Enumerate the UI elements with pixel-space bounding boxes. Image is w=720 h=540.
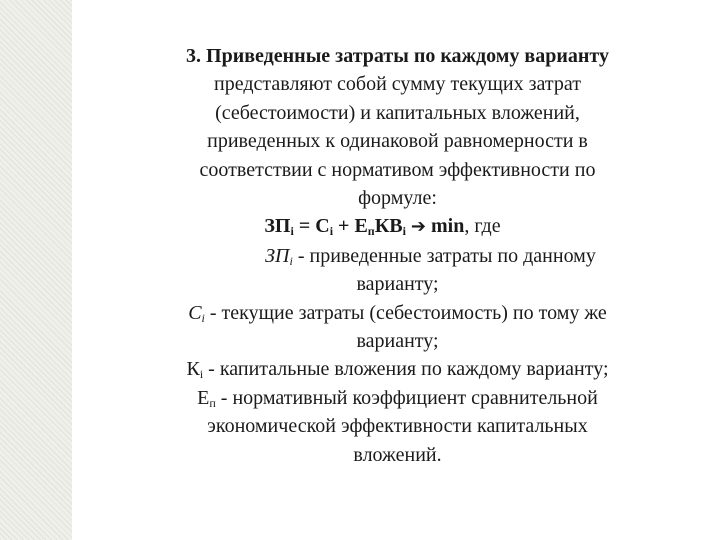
formula-kv-sub: i xyxy=(402,224,406,239)
def-k-symbol: К xyxy=(186,358,200,381)
arrow-right-icon: ➔ xyxy=(410,216,426,238)
formula-zp: ЗП xyxy=(264,215,291,238)
formula-tail: , где xyxy=(464,215,501,238)
def-c-symbol: C xyxy=(188,301,202,324)
intro-line: приведенных к одинаковой равномерности в xyxy=(207,130,588,153)
decorative-sidebar xyxy=(0,0,72,540)
intro-line: формуле: xyxy=(358,187,437,210)
definition-c-cont: варианту; xyxy=(356,330,439,353)
def-zp-symbol: ЗП xyxy=(265,244,290,267)
def-e-symbol: Е xyxy=(197,386,210,409)
formula-zp-sub: i xyxy=(290,224,294,239)
def-e-sub: п xyxy=(209,395,216,410)
def-k-text: - капитальные вложения по каждому варианту; xyxy=(203,358,609,381)
def-zp-sub: i xyxy=(289,253,293,268)
def-zp-text: - приведенные затраты по данному xyxy=(292,244,596,267)
definition-zp-cont: варианту; xyxy=(356,273,439,296)
formula-kv: КВ xyxy=(374,215,403,238)
formula-min: min xyxy=(426,215,465,238)
formula-e: Е xyxy=(354,215,368,238)
def-c-text: - текущие затраты (себестоимость) по тому же xyxy=(204,301,607,324)
intro-line: (себестоимости) и капитальных вложений, xyxy=(215,101,580,124)
definition-k xyxy=(95,355,700,383)
def-e-text: - нормативный коэффициент сравнительной xyxy=(215,386,598,409)
formula-plus: + xyxy=(333,215,355,238)
intro-line: соответствии с нормативом эффективности по xyxy=(199,158,596,181)
definition-zp xyxy=(95,242,700,270)
slide-body xyxy=(95,42,700,469)
formula-eq: = xyxy=(293,215,316,238)
definition-e-cont: экономической эффективности капитальных xyxy=(207,415,588,438)
formula xyxy=(95,212,700,241)
definition-e xyxy=(95,384,700,412)
def-k-sub: i xyxy=(199,367,204,382)
formula-e-sub: п xyxy=(367,224,375,239)
formula-c: C xyxy=(315,215,330,238)
definition-c xyxy=(95,299,700,327)
definition-e-cont: вложений. xyxy=(353,443,442,466)
formula-c-sub: i xyxy=(329,224,334,239)
slide-heading: 3. Приведенные затраты по каждому варианту xyxy=(186,45,609,67)
def-c-sub: i xyxy=(201,310,205,325)
intro-line: представляют собой сумму текущих затрат xyxy=(214,73,581,96)
